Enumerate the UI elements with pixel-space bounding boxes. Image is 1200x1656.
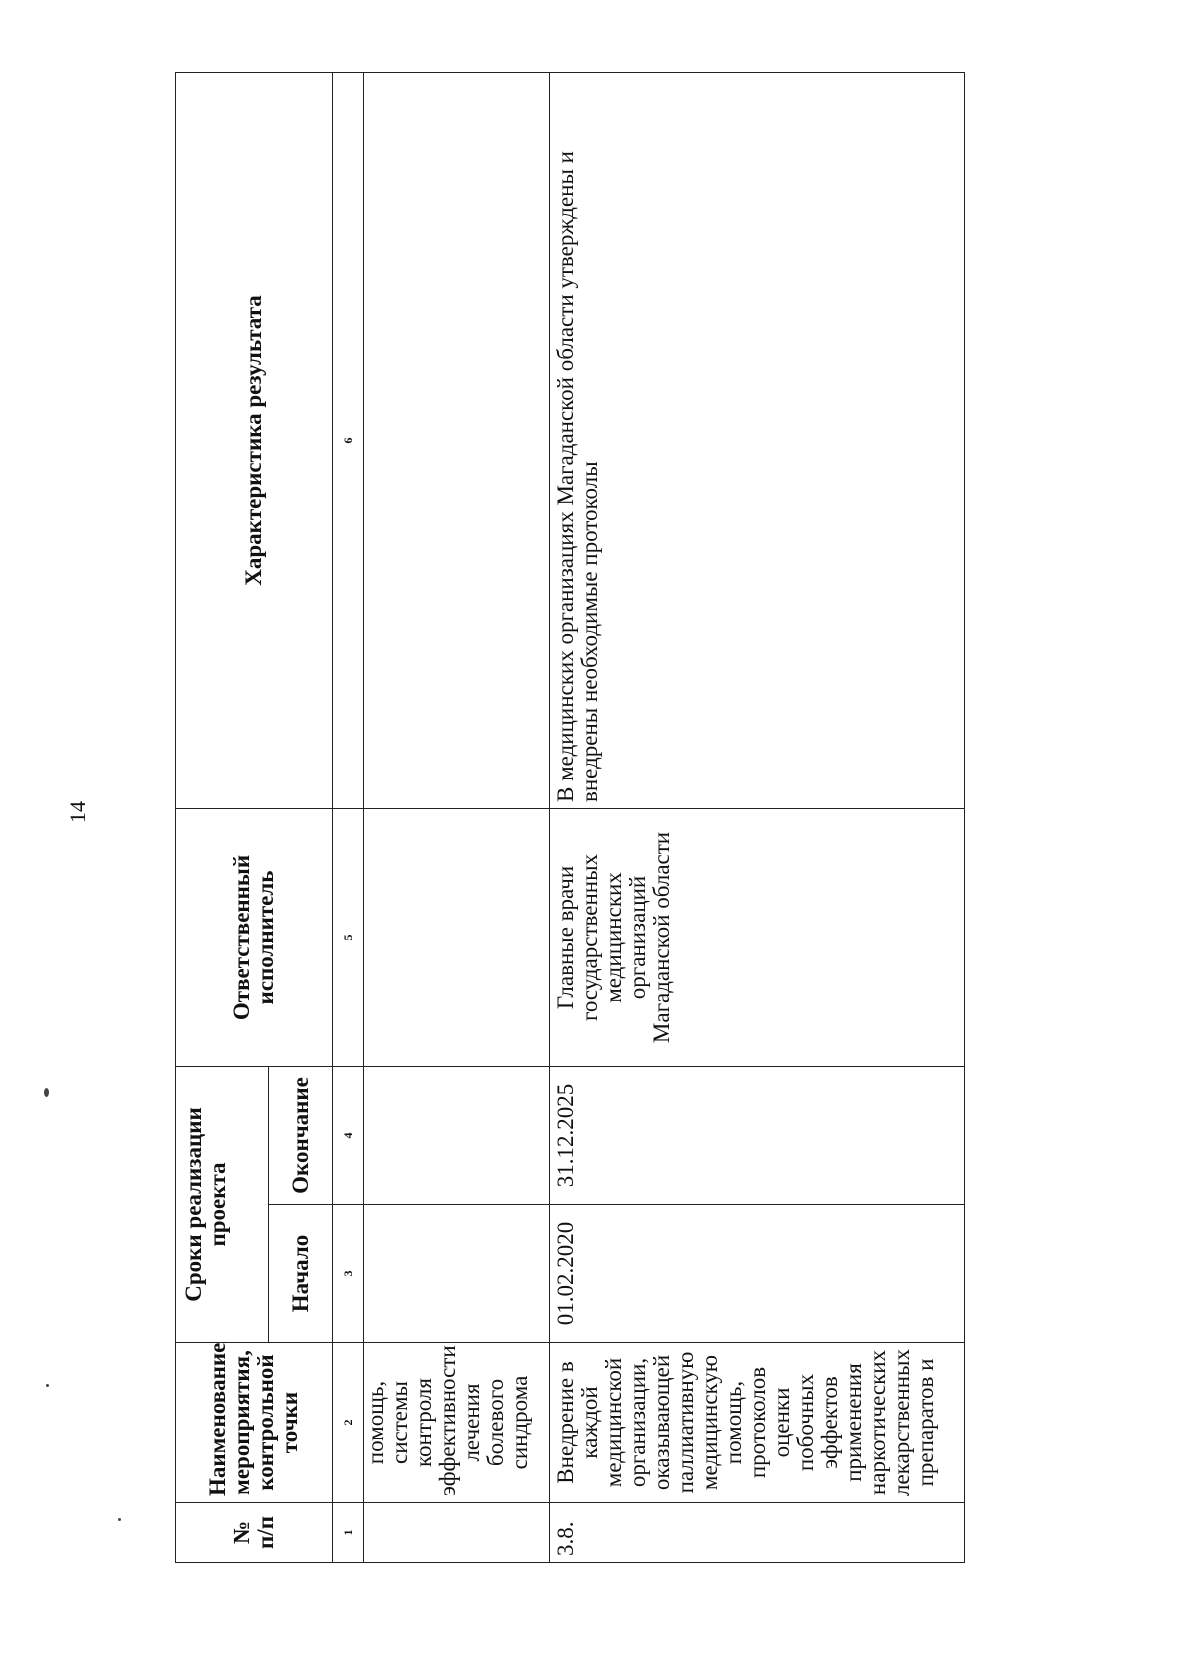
header-num: № п/п: [176, 1503, 333, 1563]
row-num: 3.8.: [550, 1503, 965, 1563]
header-result: Характеристика результата: [176, 72, 333, 808]
table-row: [550, 72, 965, 1562]
row-end: [364, 1066, 550, 1204]
row-responsible: [364, 808, 550, 1066]
scan-speck: [46, 1384, 49, 1387]
row-num: [364, 1503, 550, 1563]
column-number: 3: [333, 1205, 364, 1343]
column-number: 1: [333, 1503, 364, 1563]
column-number-row: [333, 72, 364, 1562]
column-number: 5: [333, 808, 364, 1066]
row-start: [364, 1205, 550, 1343]
table-stage: [175, 73, 1015, 1563]
header-name: Наименование мероприятия, контрольной точки: [176, 1343, 333, 1503]
header-end: Окончание: [269, 1066, 333, 1204]
header-responsible: Ответственный исполнитель: [176, 808, 333, 1066]
header-start: Начало: [269, 1205, 333, 1343]
scan-speck: [118, 1518, 121, 1521]
row-responsible: Главные врачи государственных медицинских организаций Магаданской области: [550, 808, 965, 1066]
column-number: 6: [333, 72, 364, 808]
column-number: 4: [333, 1066, 364, 1204]
row-start: 01.02.2020: [550, 1205, 965, 1343]
row-end: 31.12.2025: [550, 1066, 965, 1204]
row-name: помощь, системы контроля эффективности лечения болевого синдрома: [364, 1343, 550, 1503]
page-number: 14: [65, 801, 90, 823]
header-row: [176, 72, 269, 1562]
row-result: В медицинских организациях Магаданской области утверждены и внедрены необходимые протоколы: [550, 72, 965, 808]
scan-speck: [44, 1088, 49, 1097]
column-number: 2: [333, 1343, 364, 1503]
header-period: Сроки реализации проекта: [176, 1066, 269, 1342]
row-name: Внедрение в каждой медицинской организации, оказывающей паллиативную медицинскую помощь, протоколов оценки побочных эффектов применения наркотических лекарственных препаратов и: [550, 1343, 965, 1503]
plan-table: [175, 72, 965, 1563]
table-row: [364, 72, 550, 1562]
row-result: [364, 72, 550, 808]
